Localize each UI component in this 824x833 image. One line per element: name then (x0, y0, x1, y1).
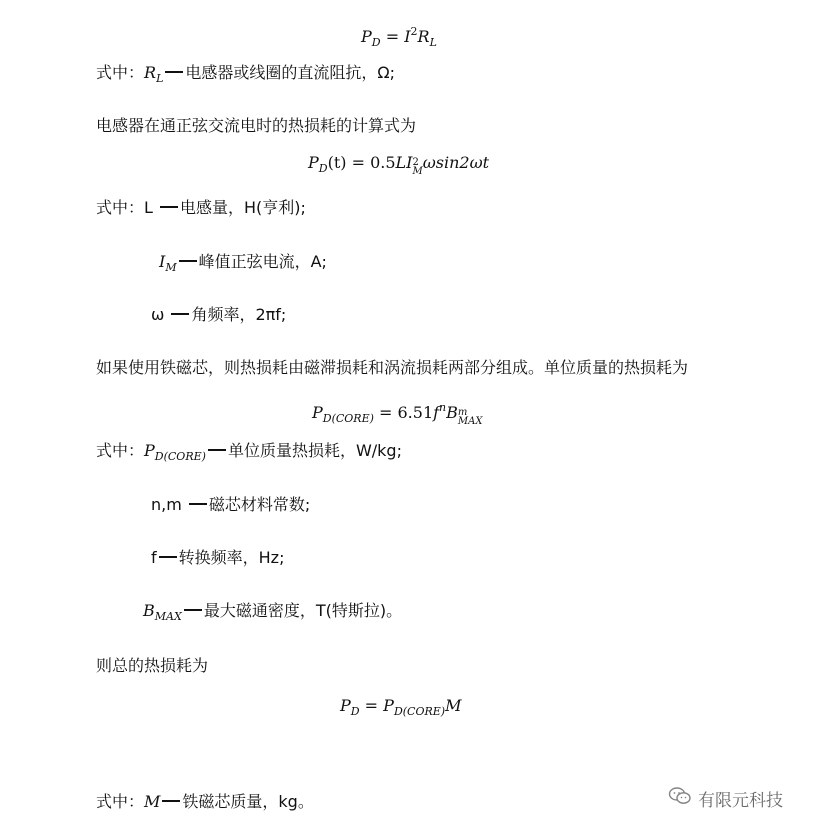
watermark-text: 有限元科技 (698, 791, 783, 811)
definition-rl: 式中：$R_L$ 电感器或线圈的直流阻抗，Ω; (96, 63, 395, 85)
definition-l: 式中：L 电感量，H(亨利); (96, 198, 306, 217)
equation-power-dissipation: $P_D = I^2R_L$ (361, 25, 437, 49)
definition-im: $I_M$ 峰值正弦电流，A; (159, 252, 327, 274)
paragraph-core-loss-intro: 如果使用铁磁芯，则热损耗由磁滞损耗和涡流损耗两部分组成。单位质量的热损耗为 (96, 358, 689, 377)
equation-total-loss: $P_D = P_{D(CORE)}M$ (340, 696, 462, 718)
watermark (668, 786, 783, 811)
definition-nm: n,m 磁芯材料常数; (151, 495, 311, 514)
definition-f: f 转换频率，Hz; (151, 548, 285, 567)
paragraph-total-loss-intro: 则总的热损耗为 (96, 656, 209, 675)
equation-core-loss: $P_{D(CORE)} = 6.51f^nB$ m MAX (312, 401, 483, 427)
definition-m: 式中：M 铁磁芯质量，kg。 (96, 792, 314, 811)
equation-ac-loss: $P_D(t) = 0.5LI$ 2 M ωsin2ωt (308, 153, 490, 177)
definition-omega: ω 角频率，2πf; (151, 305, 287, 324)
paragraph-ac-loss-intro: 电感器在通正弦交流电时的热损耗的计算式为 (96, 116, 417, 135)
definition-bmax: $B_{MAX}$ 最大磁通密度，T(特斯拉)。 (143, 601, 403, 623)
definition-pdcore: 式中：$P_{D(CORE)}$ 单位质量热损耗，W/kg; (96, 441, 402, 463)
wechat-icon (668, 786, 692, 811)
